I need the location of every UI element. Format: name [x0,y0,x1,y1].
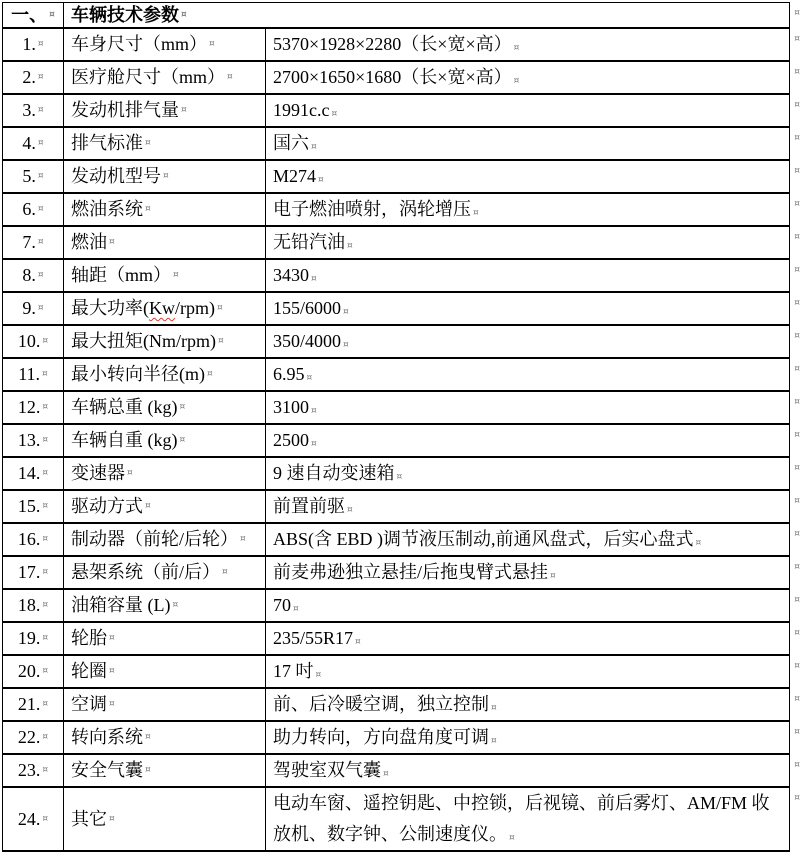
end-of-cell-marker-icon [38,139,44,148]
param-name-cell [64,194,266,225]
row-number: 12. [17,397,41,417]
end-of-cell-marker-icon [109,700,115,709]
row-end-marker-icon [794,232,800,242]
param-value: 电动车窗、遥控钥匙、中控锁，后视镜、前后雾灯、AM/FM 收放机、数字钟、公制速度仪。 [273,793,770,844]
end-of-cell-marker-icon [318,175,324,185]
param-name: 悬架系统（前/后） [71,562,221,582]
param-name-cell [64,293,266,324]
param-value: 350/4000 [273,331,342,351]
table-row [3,161,789,194]
row-end-marker-icon [794,133,800,143]
end-of-cell-marker-icon [109,238,115,247]
row-number-cell [3,458,64,489]
vehicle-spec-table [2,2,790,852]
row-number: 9. [22,298,36,318]
param-name: 燃油系统 [71,199,143,219]
param-value: 17 吋 [273,661,314,681]
end-of-cell-marker-icon [307,373,313,383]
row-end-marker-icon [794,793,800,803]
param-value: 助力转向，方向盘角度可调 [273,727,489,747]
end-of-cell-marker-icon [347,505,353,515]
end-of-cell-marker-icon [145,139,151,148]
end-of-cell-marker-icon [222,568,228,577]
param-value-cell [266,491,789,522]
row-end-marker-icon [794,8,800,18]
param-value-cell [266,359,789,390]
row-end-marker-icon [794,727,800,737]
param-name: 轮胎 [71,628,107,648]
row-number: 24. [17,808,41,829]
param-value: 3430 [273,265,309,285]
table-row [3,326,789,359]
table-row [3,755,789,788]
param-value: 6.95 [273,364,305,384]
param-value-cell [266,689,789,720]
end-of-cell-marker-icon [109,815,115,824]
param-name-cell [64,689,266,720]
end-of-cell-marker-icon [343,340,349,350]
param-name-cell [64,656,266,687]
end-of-cell-marker-icon [311,274,317,284]
end-of-cell-marker-icon [180,436,186,445]
table-row [3,590,789,623]
end-of-cell-marker-icon [347,241,353,251]
param-value-cell [266,722,789,753]
end-of-cell-marker-icon [127,469,133,478]
param-name: 最小转向半径(m) [71,364,205,384]
param-value-cell [266,458,789,489]
param-value-cell [266,425,789,456]
row-number-cell [3,623,64,654]
end-of-cell-marker-icon [42,634,48,643]
end-of-cell-marker-icon [696,538,702,548]
param-value: 驾驶室双气囊 [273,760,381,780]
param-name-cell [64,161,266,192]
end-of-cell-marker-icon [109,667,115,676]
row-end-marker-icon [794,628,800,638]
row-end-marker-icon [794,364,800,374]
row-end-marker-icon [794,100,800,110]
row-number-cell [3,392,64,423]
end-of-cell-marker-icon [42,700,48,709]
table-row [3,293,789,326]
row-number-cell [3,656,64,687]
end-of-cell-marker-icon [181,106,187,115]
row-number-cell [3,95,64,126]
row-end-marker-icon [794,166,800,176]
row-end-marker-icon [794,199,800,209]
row-number: 21. [17,694,41,714]
row-number-cell [3,425,64,456]
param-value: ABS(含 EBD )调节液压制动,前通风盘式，后实心盘式 [273,529,694,549]
table-row [3,392,789,425]
row-number-cell [3,557,64,588]
end-of-cell-marker-icon [38,73,44,82]
table-row [3,194,789,227]
param-name: 排气标准 [71,133,143,153]
param-name-cell [64,326,266,357]
param-name: 其它 [71,808,107,829]
end-of-cell-marker-icon [38,106,44,115]
end-of-cell-marker-icon [42,766,48,775]
row-number: 5. [22,166,36,186]
param-value: 前、后冷暖空调，独立控制 [273,694,489,714]
param-value-cell [266,29,789,60]
param-value-cell [266,755,789,786]
table-row [3,722,789,755]
end-of-cell-marker-icon [42,403,48,412]
row-number: 23. [17,760,41,780]
end-of-cell-marker-icon [42,370,48,379]
page-title: 车辆技术参数 [71,5,179,25]
param-name-cell [64,359,266,390]
end-of-cell-marker-icon [42,568,48,577]
row-number-cell [3,524,64,555]
row-number: 10. [17,331,41,351]
end-of-cell-marker-icon [42,337,48,346]
row-number-cell [3,194,64,225]
param-name: 空调 [71,694,107,714]
end-of-cell-marker-icon [209,40,215,49]
table-row [3,128,789,161]
row-number: 20. [17,661,41,681]
param-name-cell [64,95,266,126]
param-value: 9 速自动变速箱 [273,463,395,483]
end-of-cell-marker-icon [145,205,151,214]
table-header-row [3,3,789,29]
row-end-marker-icon [794,34,800,44]
end-of-cell-marker-icon [38,205,44,214]
row-number-cell [3,590,64,621]
row-number: 17. [17,562,41,582]
table-row [3,62,789,95]
row-number-cell [3,722,64,753]
param-value: 电子燃油喷射，涡轮增压 [273,199,471,219]
param-value-cell [266,293,789,324]
table-row [3,491,789,524]
end-of-cell-marker-icon [181,11,187,20]
end-of-cell-marker-icon [38,271,44,280]
param-name-cell [64,392,266,423]
param-name-cell [64,62,266,93]
param-value-cell [266,95,789,126]
param-name-cell [64,590,266,621]
table-row [3,260,789,293]
row-end-marker-icon [794,265,800,275]
end-of-cell-marker-icon [42,436,48,445]
end-of-cell-marker-icon [473,208,479,218]
end-of-cell-marker-icon [293,604,299,614]
row-number: 7. [22,232,36,252]
row-number-cell [3,326,64,357]
end-of-cell-marker-icon [311,406,317,416]
param-name: 转向系统 [71,727,143,747]
row-number: 19. [17,628,41,648]
param-value-cell [266,788,789,850]
table-row [3,458,789,491]
row-end-marker-icon [794,67,800,77]
end-of-cell-marker-icon [38,304,44,313]
table-row [3,656,789,689]
param-value-cell [266,590,789,621]
param-name: 最大扭矩(Nm/rpm) [71,331,216,351]
table-row [3,359,789,392]
row-number-cell [3,128,64,159]
end-of-cell-marker-icon [109,634,115,643]
table-row [3,227,789,260]
param-name: 驱动方式 [71,496,143,516]
param-name: 车身尺寸（mm） [71,34,208,54]
param-value-cell [266,524,789,555]
end-of-cell-marker-icon [145,733,151,742]
row-number: 13. [17,430,41,450]
param-value: 70 [273,595,291,615]
param-name: 车辆自重 (kg) [71,430,178,450]
param-value-cell [266,557,789,588]
row-number: 15. [17,496,41,516]
table-row [3,788,789,850]
row-number-cell [3,293,64,324]
row-number: 8. [22,265,36,285]
param-name: 轴距（mm） [71,265,172,285]
end-of-cell-marker-icon [42,815,48,824]
table-row [3,95,789,128]
end-of-cell-marker-icon [38,40,44,49]
end-of-cell-marker-icon [42,667,48,676]
param-value: 1991c.c [273,100,330,120]
end-of-cell-marker-icon [38,238,44,247]
row-number-cell [3,491,64,522]
param-name: 油箱容量 (L) [71,595,171,615]
row-number-cell [3,689,64,720]
row-end-marker-icon [794,595,800,605]
param-value-cell [266,62,789,93]
end-of-cell-marker-icon [180,403,186,412]
param-value-cell [266,194,789,225]
row-end-marker-icon [794,694,800,704]
row-number-cell [3,227,64,258]
spellcheck-underline: Kw [149,298,175,318]
row-end-marker-icon [794,661,800,671]
param-name: 发动机型号 [71,166,161,186]
row-end-marker-icon [794,463,800,473]
row-number-cell [3,359,64,390]
end-of-cell-marker-icon [331,109,337,119]
header-index-cell [3,3,64,27]
end-of-cell-marker-icon [218,337,224,346]
row-end-marker-icon [794,397,800,407]
param-value: 无铅汽油 [273,232,345,252]
row-number: 3. [22,100,36,120]
end-of-cell-marker-icon [311,439,317,449]
param-name: 安全气囊 [71,760,143,780]
end-of-cell-marker-icon [355,637,361,647]
param-name: 燃油 [71,232,107,252]
end-of-cell-marker-icon [514,76,520,86]
end-of-cell-marker-icon [42,535,48,544]
end-of-cell-marker-icon [491,703,497,713]
param-value: 前置前驱 [273,496,345,516]
param-value: 5370×1928×2280（长×宽×高） [273,34,512,54]
row-end-marker-icon [794,298,800,308]
row-end-marker-icon [794,760,800,770]
header-index: 一、 [11,5,48,25]
end-of-cell-marker-icon [42,733,48,742]
param-name-cell [64,491,266,522]
param-value-cell [266,326,789,357]
param-name-cell [64,788,266,850]
param-name-cell [64,458,266,489]
end-of-cell-marker-icon [509,833,515,843]
param-value-cell [266,623,789,654]
end-of-cell-marker-icon [173,271,179,280]
param-value-cell [266,392,789,423]
end-of-cell-marker-icon [227,73,233,82]
param-name-cell [64,425,266,456]
row-number: 4. [22,133,36,153]
param-name-cell [64,623,266,654]
param-value-cell [266,656,789,687]
header-title-cell [64,3,789,27]
row-end-marker-icon [794,430,800,440]
end-of-cell-marker-icon [42,502,48,511]
param-name: 发动机排气量 [71,100,179,120]
end-of-cell-marker-icon [38,172,44,181]
table-row [3,557,789,590]
param-name: 轮圈 [71,661,107,681]
param-name: 车辆总重 (kg) [71,397,178,417]
param-name-cell [64,128,266,159]
row-number-cell [3,29,64,60]
param-value: 国六 [273,133,309,153]
param-name: 变速器 [71,463,125,483]
param-name-cell [64,755,266,786]
param-value-cell [266,260,789,291]
end-of-cell-marker-icon [514,43,520,53]
param-name: 最大功率(Kw/rpm) [71,298,215,318]
param-name-cell [64,524,266,555]
row-end-marker-icon [794,529,800,539]
row-number-cell [3,62,64,93]
param-value: 3100 [273,397,309,417]
end-of-cell-marker-icon [316,670,322,680]
row-end-marker-icon [794,562,800,572]
end-of-cell-marker-icon [42,601,48,610]
table-row [3,425,789,458]
end-of-cell-marker-icon [207,370,213,379]
row-number-cell [3,260,64,291]
param-name: 医疗舱尺寸（mm） [71,67,226,87]
param-name-cell [64,227,266,258]
param-name-cell [64,722,266,753]
param-name-cell [64,29,266,60]
end-of-cell-marker-icon [343,307,349,317]
param-value: 2500 [273,430,309,450]
param-value: 2700×1650×1680（长×宽×高） [273,67,512,87]
end-of-cell-marker-icon [550,571,556,581]
table-row [3,524,789,557]
end-of-cell-marker-icon [145,502,151,511]
end-of-cell-marker-icon [49,11,55,20]
end-of-cell-marker-icon [491,736,497,746]
row-end-marker-icon [794,496,800,506]
param-value: 235/55R17 [273,628,354,648]
end-of-cell-marker-icon [397,472,403,482]
param-value-cell [266,161,789,192]
param-value: M274 [273,166,317,186]
param-value-cell [266,128,789,159]
table-row [3,623,789,656]
row-number: 14. [17,463,41,483]
end-of-cell-marker-icon [163,172,169,181]
param-name-cell [64,557,266,588]
row-number: 6. [22,199,36,219]
param-value-cell [266,227,789,258]
end-of-cell-marker-icon [217,304,223,313]
end-of-cell-marker-icon [383,769,389,779]
table-row [3,29,789,62]
end-of-cell-marker-icon [240,535,246,544]
end-of-cell-marker-icon [42,469,48,478]
param-value: 前麦弗逊独立悬挂/后拖曳臂式悬挂 [273,562,548,582]
row-number: 18. [17,595,41,615]
row-number-cell [3,755,64,786]
end-of-cell-marker-icon [172,601,178,610]
row-end-marker-icon [794,331,800,341]
row-number-cell [3,161,64,192]
row-number: 2. [22,67,36,87]
end-of-cell-marker-icon [311,142,317,152]
row-number: 16. [17,529,41,549]
row-number: 11. [18,364,41,384]
param-name-cell [64,260,266,291]
table-row [3,689,789,722]
row-number: 22. [17,727,41,747]
row-number-cell [3,788,64,850]
row-number: 1. [22,34,36,54]
end-of-cell-marker-icon [145,766,151,775]
param-value: 155/6000 [273,298,342,318]
param-name: 制动器（前轮/后轮） [71,529,239,549]
